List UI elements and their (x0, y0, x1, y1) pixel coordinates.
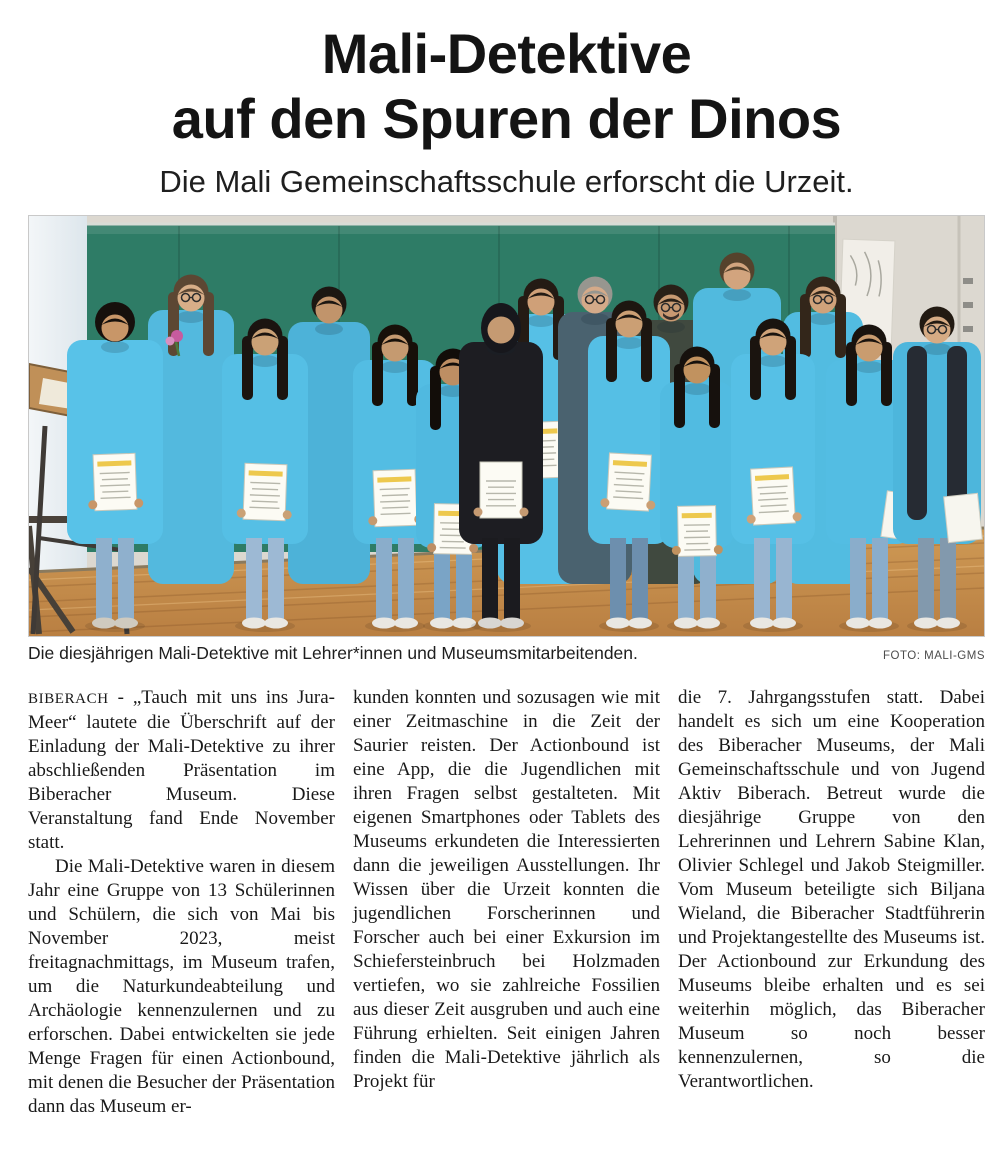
article-photo-figure (28, 215, 985, 664)
photo-caption: Die diesjährigen Mali-Detektive mit Lehrer*innen und Museumsmitarbeitenden. (28, 643, 638, 663)
dateline: BIBERACH (28, 691, 109, 707)
paragraph: die 7. Jahrgangsstufen statt. Dabei handelt es sich um eine Kooperation des Biberacher Museums, der Mali Gemeinschaftsschule und von Jugend Aktiv Biberach. Betreut wurde die diesjährige Gruppe von den Lehrerinnen und Lehrern Sabine Klan, Olivier Schlegel und Jakob Steigmiller. Vom Museum beteiligte sich Biljana Wieland, die Biberacher Stadtführerin und Projektangestellte des Museums ist. Der Actionbound zur Erkundung des Museums bleibe erhalten und es sei weiterhin möglich, das Biberacher Museum so noch besser kennenzulernen, so die Verantwortlichen. (678, 687, 985, 1092)
article-header (28, 0, 985, 199)
lead-paragraph (28, 686, 335, 855)
article-column-1 (28, 686, 335, 1119)
headline-line-1: Mali-Detektive (321, 22, 692, 85)
paragraph: kunden konnten und sozusagen wie mit einer Zeitmaschine in die Zeit der Saurier reisten. Der Actionbound ist eine App, die die Jugendlichen mit ihren Fragen selbst gestalteten. Mit eigenen Smartphones oder Tablets des Museums erkundeten die Interessierten dann die jeweiligen Ausstellungen. Ihr Wissen über die Urzeit konnten die jugendlichen Forscherinnen und Forscher auch bei einer Exkursion im Schiefersteinbruch bei Holzmaden vertiefen, wo sie zahlreiche Fossilien aus dieser Zeit ausgruben und auch eine Führung erhielten. Seit einigen Jahren finden die Mali-Detektive jährlich als Projekt für (353, 687, 660, 1092)
caption-row (28, 643, 985, 664)
people-group (67, 253, 982, 633)
headline-line-2: auf den Spuren der Dinos (171, 86, 842, 150)
article-body (28, 686, 985, 1119)
article-photo (28, 215, 985, 637)
paragraph: Die Mali-Detektive waren in diesem Jahr eine Gruppe von 13 Schülerinnen und Schülern, die sich von Mai bis November 2023, meist freitagnachmittags, im Museum trafen, um die Naturkundeabteilung und Archäologie kennenzulernen und zu erforschen. Dabei entwickelten sie jede Menge Fragen für einen Actionbound, mit denen die Besucher der Präsentation dann das Museum er- (28, 856, 335, 1117)
headline (28, 0, 985, 152)
dateline-separator: - (108, 687, 133, 708)
lead-text: „Tauch mit uns ins Jura-Meer“ lautete die Überschrift auf der Einladung der Mali-Detektive zu ihrer abschließenden Präsentation im Biberacher Museum. Diese Veranstaltung fand Ende November statt. (28, 687, 336, 853)
article-column-3 (678, 686, 985, 1119)
article-column-2 (353, 686, 660, 1119)
newspaper-article-page (28, 0, 985, 1119)
group-photo-illustration (29, 216, 984, 636)
photo-credit: FOTO: MALI-GMS (883, 650, 985, 662)
subheadline: Die Mali Gemeinschaftsschule erforscht die Urzeit. (159, 163, 854, 199)
